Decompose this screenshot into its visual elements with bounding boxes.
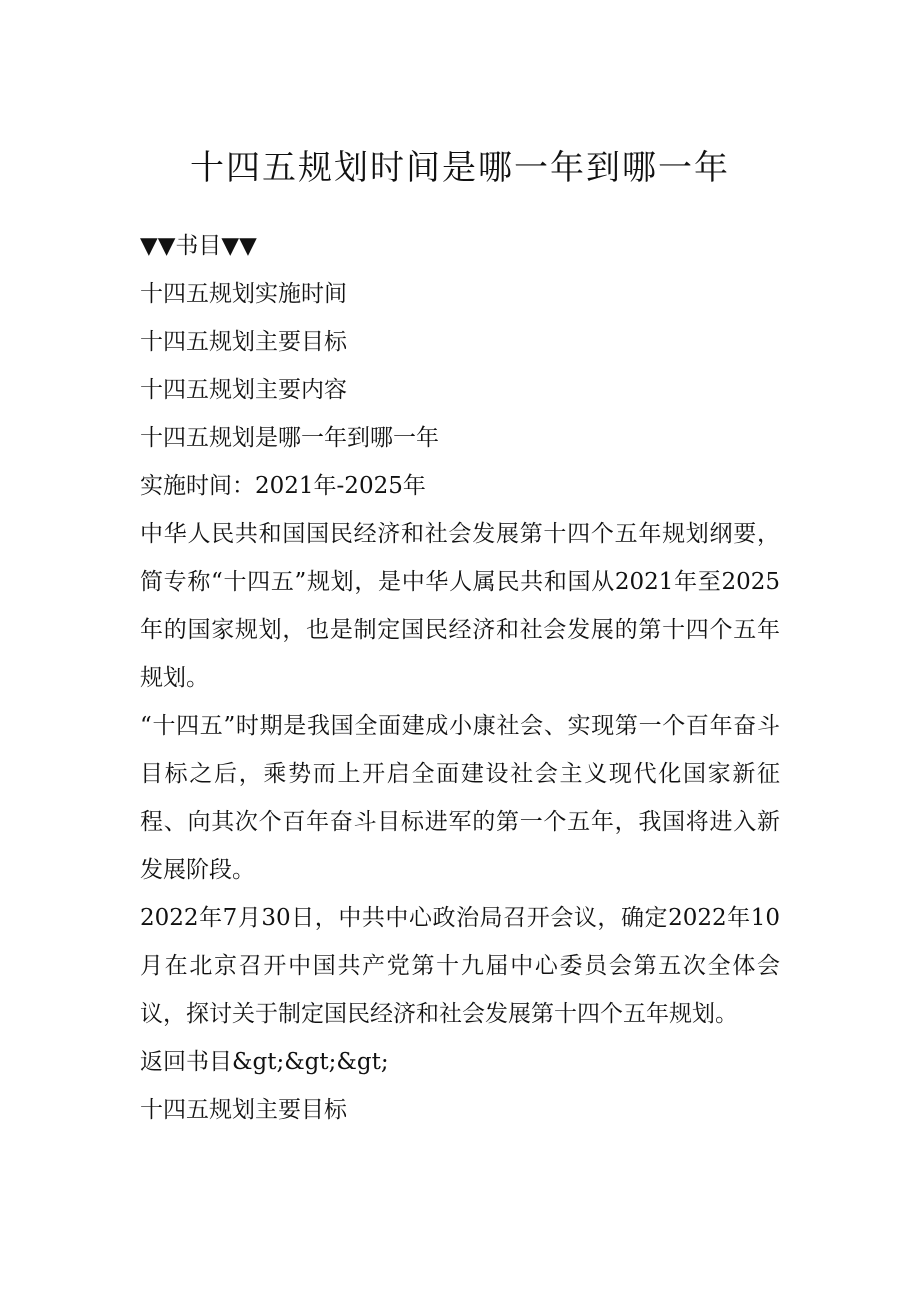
toc-header: ▼▼书目▼▼ [140, 233, 257, 259]
toc-item-main-content[interactable]: 十四五规划主要内容 [140, 377, 347, 403]
document-body [140, 222, 780, 1134]
toc-item-which-year[interactable]: 十四五规划是哪一年到哪一年 [140, 425, 439, 451]
paragraph: 中华人民共和国国民经济和社会发展第十四个五年规划纲要，简专称“十四五”规划，是中华人属民共和国从2021年至2025年的国家规划，也是制定国民经济和社会发展的第十四个五年规划。 [140, 521, 780, 691]
section-heading: 十四五规划主要目标 [140, 1097, 347, 1123]
document-title: 十四五规划时间是哪一年到哪一年 [190, 148, 730, 188]
paragraph: 2022年7月30日，中共中心政治局召开会议，确定2022年10月在北京召开中国共产党第十九届中心委员会第五次全体会议，探讨关于制定国民经济和社会发展第十四个五年规划。 [140, 905, 780, 1027]
toc-item-main-goals[interactable]: 十四五规划主要目标 [140, 329, 347, 355]
toc-item-implementation-time[interactable]: 十四五规划实施时间 [140, 281, 347, 307]
back-to-toc-link[interactable]: 返回书目&gt;&gt;&gt; [140, 1049, 389, 1075]
paragraph: “十四五”时期是我国全面建成小康社会、实现第一个百年奋斗目标之后，乘势而上开启全面建设社会主义现代化国家新征程、向其次个百年奋斗目标进军的第一个五年，我国将进入新发展阶段。 [140, 713, 780, 883]
implementation-time-text: 实施时间：2021年-2025年 [140, 473, 426, 499]
